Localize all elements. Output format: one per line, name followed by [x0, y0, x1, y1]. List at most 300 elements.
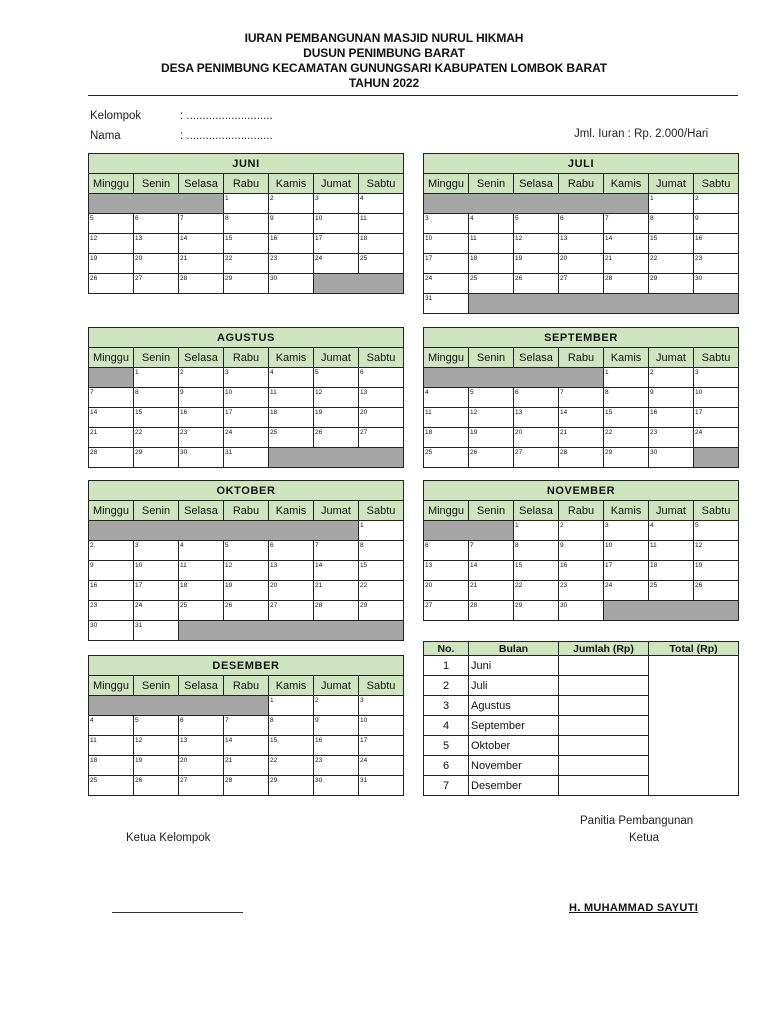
date-cell: 8 [134, 388, 179, 408]
month-title: JULI [424, 154, 739, 174]
header-year: TAHUN 2022 [348, 76, 420, 90]
date-cell: 2 [89, 541, 134, 561]
date-cell: 14 [604, 234, 649, 254]
date-cell: 4 [269, 368, 314, 388]
date-cell: 9 [314, 716, 359, 736]
date-cell: 24 [424, 274, 469, 294]
date-cell: 5 [314, 368, 359, 388]
date-cell: 29 [359, 601, 404, 621]
date-cell: 19 [224, 581, 269, 601]
date-cell: 29 [134, 448, 179, 468]
summary-bulan: Agustus [469, 696, 559, 716]
date-cell: 25 [179, 601, 224, 621]
day-header: Selasa [179, 174, 224, 194]
date-cell: 13 [269, 561, 314, 581]
date-cell: 5 [514, 214, 559, 234]
date-cell: 23 [649, 428, 694, 448]
summary-bulan: Oktober [469, 736, 559, 756]
date-cell: 1 [604, 368, 649, 388]
date-cell: 19 [469, 428, 514, 448]
date-cell: 7 [469, 541, 514, 561]
date-cell: 9 [649, 388, 694, 408]
summary-no: 7 [424, 776, 469, 796]
date-cell: 1 [359, 521, 404, 541]
date-cell: 1 [514, 521, 559, 541]
date-cell: 18 [269, 408, 314, 428]
date-cell: 20 [359, 408, 404, 428]
date-cell: 3 [359, 696, 404, 716]
date-cell: 6 [179, 716, 224, 736]
date-cell: 25 [89, 776, 134, 796]
date-cell: 7 [559, 388, 604, 408]
date-cell: 3 [224, 368, 269, 388]
date-cell: 1 [224, 194, 269, 214]
header-divider [88, 95, 738, 96]
kelompok-row [90, 110, 273, 122]
header-title: IURAN PEMBANGUNAN MASJID NURUL HIKMAH [244, 31, 524, 45]
date-cell: 29 [514, 601, 559, 621]
date-cell: 14 [179, 234, 224, 254]
date-cell: 17 [224, 408, 269, 428]
date-cell: 13 [134, 234, 179, 254]
ketua-label: Ketua [629, 832, 660, 844]
date-cell: 20 [559, 254, 604, 274]
date-cell: 18 [359, 234, 404, 254]
calendar-oktober [88, 480, 404, 641]
day-header: Senin [134, 676, 179, 696]
date-cell: 28 [179, 274, 224, 294]
date-cell: 27 [179, 776, 224, 796]
date-cell: 5 [469, 388, 514, 408]
date-cell: 22 [359, 581, 404, 601]
date-cell: 26 [314, 428, 359, 448]
date-cell: 4 [179, 541, 224, 561]
summary-table [423, 641, 739, 796]
date-cell: 30 [559, 601, 604, 621]
date-cell: 22 [269, 756, 314, 776]
day-header: Sabtu [359, 676, 404, 696]
date-cell: 6 [424, 541, 469, 561]
date-cell: 2 [649, 368, 694, 388]
document-header [0, 31, 768, 91]
summary-jumlah[interactable] [559, 756, 649, 776]
day-header: Kamis [604, 501, 649, 521]
day-header: Kamis [269, 501, 314, 521]
day-header: Jumat [314, 501, 359, 521]
date-cell: 26 [694, 581, 739, 601]
blank-cell [424, 368, 604, 388]
date-cell: 10 [134, 561, 179, 581]
date-cell: 31 [224, 448, 269, 468]
date-cell: 25 [649, 581, 694, 601]
date-cell: 27 [359, 428, 404, 448]
date-cell: 27 [559, 274, 604, 294]
summary-no: 3 [424, 696, 469, 716]
date-cell: 28 [559, 448, 604, 468]
day-header: Selasa [514, 501, 559, 521]
summary-header-jumlah: Jumlah (Rp) [559, 642, 649, 656]
date-cell: 8 [604, 388, 649, 408]
date-cell: 17 [359, 736, 404, 756]
date-cell: 25 [424, 448, 469, 468]
summary-jumlah[interactable] [559, 716, 649, 736]
date-cell: 22 [604, 428, 649, 448]
date-cell: 3 [424, 214, 469, 234]
date-cell: 11 [469, 234, 514, 254]
date-cell: 14 [559, 408, 604, 428]
month-title: DESEMBER [89, 656, 404, 676]
blank-cell [424, 521, 514, 541]
day-header: Sabtu [694, 174, 739, 194]
date-cell: 27 [269, 601, 314, 621]
day-header: Selasa [179, 348, 224, 368]
date-cell: 14 [314, 561, 359, 581]
date-cell: 22 [649, 254, 694, 274]
nama-value: : ........................... [180, 130, 273, 142]
date-cell: 16 [269, 234, 314, 254]
date-cell: 31 [134, 621, 179, 641]
summary-jumlah[interactable] [559, 676, 649, 696]
calendar-november [423, 480, 739, 621]
summary-header-total: Total (Rp) [649, 642, 739, 656]
date-cell: 5 [134, 716, 179, 736]
day-header: Rabu [224, 348, 269, 368]
day-header: Senin [469, 348, 514, 368]
day-header: Rabu [224, 676, 269, 696]
date-cell: 21 [224, 756, 269, 776]
date-cell: 11 [269, 388, 314, 408]
date-cell: 2 [269, 194, 314, 214]
date-cell: 15 [224, 234, 269, 254]
date-cell: 8 [359, 541, 404, 561]
date-cell: 14 [89, 408, 134, 428]
date-cell: 16 [179, 408, 224, 428]
date-cell: 6 [559, 214, 604, 234]
summary-bulan: Juni [469, 656, 559, 676]
date-cell: 30 [694, 274, 739, 294]
month-title: NOVEMBER [424, 481, 739, 501]
date-cell: 10 [314, 214, 359, 234]
date-cell: 8 [269, 716, 314, 736]
date-cell: 28 [224, 776, 269, 796]
date-cell: 9 [269, 214, 314, 234]
date-cell: 24 [314, 254, 359, 274]
day-header: Minggu [89, 676, 134, 696]
day-header: Minggu [89, 348, 134, 368]
blank-cell [424, 194, 649, 214]
day-header: Minggu [424, 501, 469, 521]
day-header: Jumat [649, 501, 694, 521]
date-cell: 15 [514, 561, 559, 581]
ketua-name: H. MUHAMMAD SAYUTI [569, 902, 699, 914]
iuran-rate: Jml. Iuran : Rp. 2.000/Hari [574, 128, 709, 140]
date-cell: 7 [604, 214, 649, 234]
date-cell: 21 [559, 428, 604, 448]
blank-cell [314, 274, 404, 294]
summary-jumlah[interactable] [559, 776, 649, 796]
date-cell: 8 [649, 214, 694, 234]
date-cell: 18 [649, 561, 694, 581]
date-cell: 15 [269, 736, 314, 756]
date-cell: 24 [604, 581, 649, 601]
day-header: Rabu [559, 501, 604, 521]
day-header: Minggu [424, 348, 469, 368]
date-cell: 10 [224, 388, 269, 408]
day-header: Senin [469, 501, 514, 521]
day-header: Selasa [179, 501, 224, 521]
date-cell: 21 [89, 428, 134, 448]
date-cell: 22 [134, 428, 179, 448]
date-cell: 21 [469, 581, 514, 601]
nama-row [90, 130, 273, 142]
date-cell: 15 [359, 561, 404, 581]
date-cell: 1 [649, 194, 694, 214]
date-cell: 26 [469, 448, 514, 468]
day-header: Minggu [89, 501, 134, 521]
day-header: Jumat [649, 174, 694, 194]
summary-total[interactable] [649, 656, 739, 796]
date-cell: 19 [514, 254, 559, 274]
date-cell: 18 [179, 581, 224, 601]
day-header: Selasa [514, 348, 559, 368]
date-cell: 27 [514, 448, 559, 468]
day-header: Minggu [89, 174, 134, 194]
day-header: Sabtu [359, 348, 404, 368]
month-title: OKTOBER [89, 481, 404, 501]
summary-header-no: No. [424, 642, 469, 656]
blank-cell [694, 448, 739, 468]
summary-bulan: Juli [469, 676, 559, 696]
summary-jumlah[interactable] [559, 656, 649, 676]
date-cell: 2 [694, 194, 739, 214]
date-cell: 6 [134, 214, 179, 234]
date-cell: 4 [649, 521, 694, 541]
day-header: Minggu [424, 174, 469, 194]
month-title: AGUSTUS [89, 328, 404, 348]
date-cell: 6 [514, 388, 559, 408]
day-header: Jumat [314, 676, 359, 696]
date-cell: 28 [314, 601, 359, 621]
date-cell: 17 [694, 408, 739, 428]
date-cell: 28 [89, 448, 134, 468]
date-cell: 22 [514, 581, 559, 601]
date-cell: 6 [269, 541, 314, 561]
date-cell: 20 [424, 581, 469, 601]
summary-header-bulan: Bulan [469, 642, 559, 656]
date-cell: 14 [224, 736, 269, 756]
date-cell: 2 [179, 368, 224, 388]
calendar-september [423, 327, 739, 468]
date-cell: 15 [649, 234, 694, 254]
date-cell: 7 [89, 388, 134, 408]
date-cell: 12 [89, 234, 134, 254]
date-cell: 11 [649, 541, 694, 561]
date-cell: 20 [514, 428, 559, 448]
date-cell: 11 [424, 408, 469, 428]
calendar-juni [88, 153, 404, 294]
date-cell: 13 [424, 561, 469, 581]
date-cell: 25 [269, 428, 314, 448]
date-cell: 21 [314, 581, 359, 601]
date-cell: 30 [89, 621, 134, 641]
calendar-juli [423, 153, 739, 314]
date-cell: 18 [424, 428, 469, 448]
month-title: JUNI [89, 154, 404, 174]
header-desa: DESA PENIMBUNG KECAMATAN GUNUNGSARI KABUPATEN LOMBOK BARAT [161, 61, 607, 75]
ketua-kelompok-label: Ketua Kelompok [126, 832, 211, 844]
date-cell: 5 [224, 541, 269, 561]
date-cell: 30 [649, 448, 694, 468]
date-cell: 7 [179, 214, 224, 234]
date-cell: 26 [514, 274, 559, 294]
blank-cell [604, 601, 739, 621]
date-cell: 12 [694, 541, 739, 561]
date-cell: 7 [224, 716, 269, 736]
date-cell: 29 [224, 274, 269, 294]
day-header: Jumat [649, 348, 694, 368]
date-cell: 25 [359, 254, 404, 274]
blank-cell [89, 368, 134, 388]
date-cell: 21 [604, 254, 649, 274]
date-cell: 4 [359, 194, 404, 214]
date-cell: 5 [89, 214, 134, 234]
date-cell: 15 [604, 408, 649, 428]
date-cell: 27 [424, 601, 469, 621]
date-cell: 10 [424, 234, 469, 254]
day-header: Rabu [559, 348, 604, 368]
date-cell: 6 [359, 368, 404, 388]
date-cell: 18 [89, 756, 134, 776]
blank-cell [179, 621, 404, 641]
blank-cell [269, 448, 404, 468]
calendar-desember [88, 655, 404, 796]
date-cell: 12 [514, 234, 559, 254]
date-cell: 28 [469, 601, 514, 621]
date-cell: 12 [134, 736, 179, 756]
date-cell: 8 [514, 541, 559, 561]
summary-no: 1 [424, 656, 469, 676]
date-cell: 19 [134, 756, 179, 776]
date-cell: 24 [224, 428, 269, 448]
date-cell: 16 [694, 234, 739, 254]
date-cell: 23 [694, 254, 739, 274]
date-cell: 15 [134, 408, 179, 428]
day-header: Jumat [314, 174, 359, 194]
date-cell: 26 [224, 601, 269, 621]
date-cell: 13 [514, 408, 559, 428]
day-header: Rabu [224, 174, 269, 194]
date-cell: 29 [604, 448, 649, 468]
day-header: Sabtu [694, 348, 739, 368]
date-cell: 29 [269, 776, 314, 796]
date-cell: 19 [89, 254, 134, 274]
summary-bulan: September [469, 716, 559, 736]
date-cell: 17 [604, 561, 649, 581]
date-cell: 31 [424, 294, 469, 314]
date-cell: 30 [269, 274, 314, 294]
kelompok-value: : ........................... [180, 110, 273, 122]
day-header: Jumat [314, 348, 359, 368]
summary-row [424, 656, 739, 676]
date-cell: 19 [314, 408, 359, 428]
date-cell: 26 [134, 776, 179, 796]
date-cell: 24 [359, 756, 404, 776]
date-cell: 17 [134, 581, 179, 601]
summary-jumlah[interactable] [559, 696, 649, 716]
date-cell: 11 [359, 214, 404, 234]
date-cell: 27 [134, 274, 179, 294]
date-cell: 16 [314, 736, 359, 756]
blank-cell [89, 696, 269, 716]
day-header: Sabtu [694, 501, 739, 521]
date-cell: 2 [559, 521, 604, 541]
day-header: Kamis [269, 348, 314, 368]
day-header: Sabtu [359, 501, 404, 521]
summary-no: 5 [424, 736, 469, 756]
date-cell: 9 [694, 214, 739, 234]
summary-jumlah[interactable] [559, 736, 649, 756]
summary-bulan: November [469, 756, 559, 776]
summary-bulan: Desember [469, 776, 559, 796]
date-cell: 21 [179, 254, 224, 274]
blank-cell [89, 194, 224, 214]
day-header: Senin [134, 174, 179, 194]
month-title: SEPTEMBER [424, 328, 739, 348]
date-cell: 30 [179, 448, 224, 468]
day-header: Senin [134, 348, 179, 368]
date-cell: 13 [359, 388, 404, 408]
header-dusun: DUSUN PENIMBUNG BARAT [303, 46, 465, 60]
summary-no: 2 [424, 676, 469, 696]
date-cell: 11 [179, 561, 224, 581]
date-cell: 20 [269, 581, 314, 601]
date-cell: 20 [134, 254, 179, 274]
kelompok-label: Kelompok [90, 110, 142, 122]
day-header: Senin [469, 174, 514, 194]
summary-no: 4 [424, 716, 469, 736]
date-cell: 23 [559, 581, 604, 601]
day-header: Senin [134, 501, 179, 521]
day-header: Kamis [604, 174, 649, 194]
date-cell: 17 [314, 234, 359, 254]
date-cell: 7 [314, 541, 359, 561]
date-cell: 3 [694, 368, 739, 388]
date-cell: 10 [359, 716, 404, 736]
date-cell: 2 [314, 696, 359, 716]
date-cell: 30 [314, 776, 359, 796]
date-cell: 12 [314, 388, 359, 408]
panitia-label: Panitia Pembangunan [580, 815, 694, 827]
date-cell: 24 [134, 601, 179, 621]
date-cell: 14 [469, 561, 514, 581]
blank-cell [89, 521, 359, 541]
day-header: Rabu [224, 501, 269, 521]
date-cell: 3 [314, 194, 359, 214]
date-cell: 4 [424, 388, 469, 408]
date-cell: 13 [179, 736, 224, 756]
date-cell: 16 [649, 408, 694, 428]
date-cell: 8 [224, 214, 269, 234]
date-cell: 31 [359, 776, 404, 796]
date-cell: 11 [89, 736, 134, 756]
date-cell: 5 [694, 521, 739, 541]
date-cell: 16 [89, 581, 134, 601]
date-cell: 10 [604, 541, 649, 561]
date-cell: 24 [694, 428, 739, 448]
summary-no: 6 [424, 756, 469, 776]
date-cell: 10 [694, 388, 739, 408]
nama-label: Nama [90, 130, 121, 142]
